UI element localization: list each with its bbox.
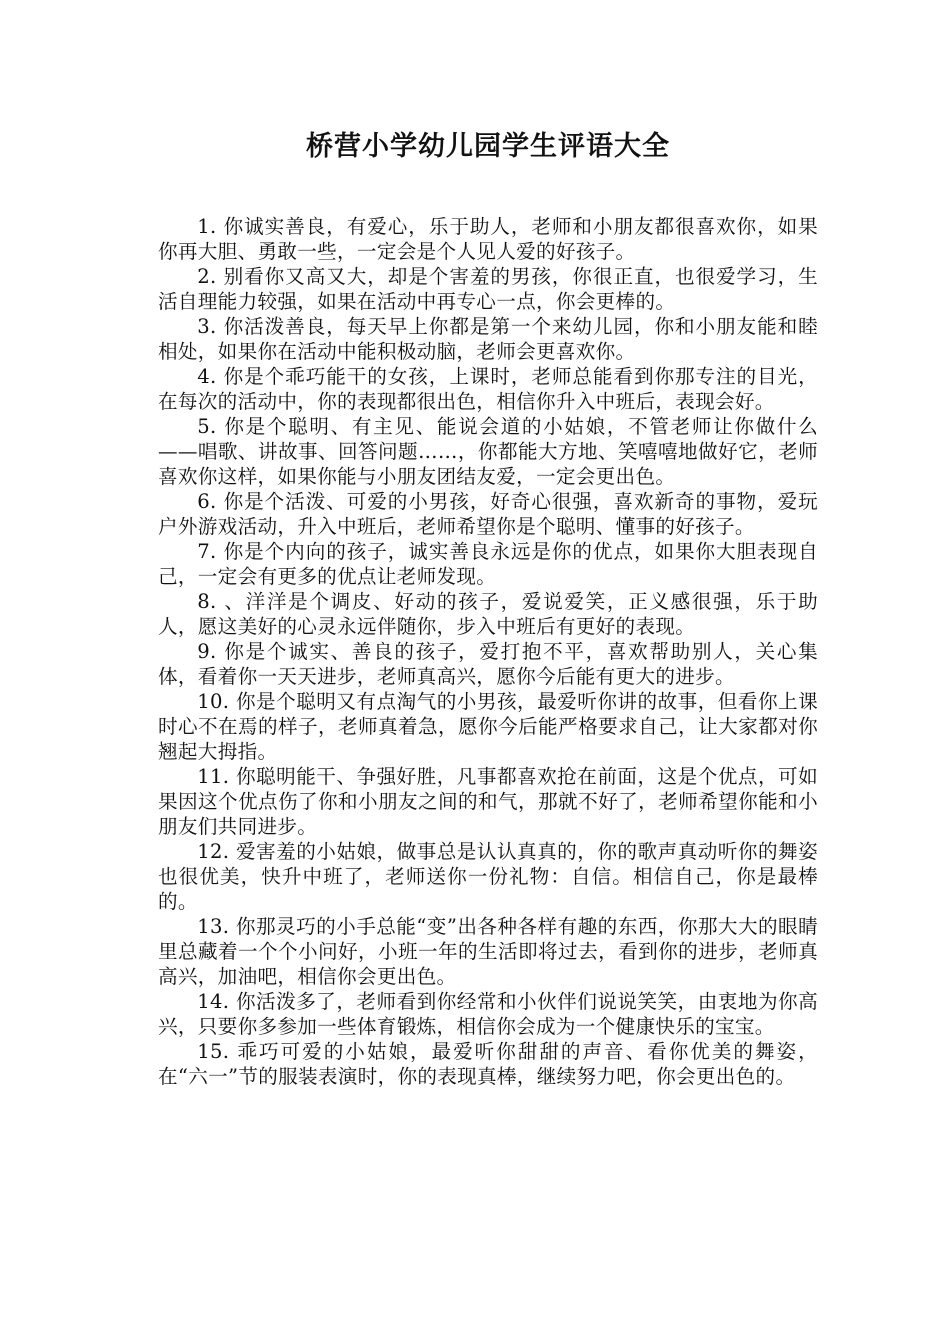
comment-paragraph-13: 13. 你那灵巧的小手总能“变”出各种各样有趣的东西，你那大大的眼睛里总藏着一个个小问好，小班一年的生活即将过去，看到你的进步，老师真高兴，加油吧，相信你会更出色。 <box>158 915 818 988</box>
comment-paragraph-11: 11. 你聪明能干、争强好胜，凡事都喜欢抢在前面，这是个优点，可如果因这个优点伤了你和小朋友之间的和气，那就不好了，老师希望你能和小朋友们共同进步。 <box>158 765 818 838</box>
comment-paragraph-5: 5. 你是个聪明、有主见、能说会道的小姑娘，不管老师让你做什么——唱歌、讲故事、回答问题……，你都能大方地、笑嘻嘻地做好它，老师喜欢你这样，如果你能与小朋友团结友爱，一定会更出色。 <box>158 415 818 488</box>
comment-paragraph-3: 3. 你活泼善良，每天早上你都是第一个来幼儿园，你和小朋友能和睦相处，如果你在活动中能积极动脑，老师会更喜欢你。 <box>158 315 818 363</box>
comment-paragraph-12: 12. 爱害羞的小姑娘，做事总是认认真真的，你的歌声真动听你的舞姿也很优美，快升中班了，老师送你一份礼物：自信。相信自己，你是最棒的。 <box>158 840 818 913</box>
comment-paragraph-6: 6. 你是个活泼、可爱的小男孩，好奇心很强，喜欢新奇的事物，爱玩户外游戏活动，升入中班后，老师希望你是个聪明、懂事的好孩子。 <box>158 490 818 538</box>
document-page <box>158 128 818 1089</box>
document-title: 桥营小学幼儿园学生评语大全 <box>306 131 670 162</box>
comment-paragraph-4: 4. 你是个乖巧能干的女孩，上课时，老师总能看到你那专注的目光，在每次的活动中，你的表现都很出色，相信你升入中班后，表现会好。 <box>158 365 818 413</box>
comment-paragraph-14: 14. 你活泼多了，老师看到你经常和小伙伴们说说笑笑，由衷地为你高兴，只要你多参加一些体育锻炼，相信你会成为一个健康快乐的宝宝。 <box>158 990 818 1038</box>
comment-paragraph-1: 1. 你诚实善良，有爱心，乐于助人，老师和小朋友都很喜欢你，如果你再大胆、勇敢一些，一定会是个人见人爱的好孩子。 <box>158 215 818 263</box>
comment-paragraph-8: 8. 、洋洋是个调皮、好动的孩子，爱说爱笑，正义感很强，乐于助人，愿这美好的心灵永远伴随你，步入中班后有更好的表现。 <box>158 590 818 638</box>
comment-paragraph-2: 2. 别看你又高又大，却是个害羞的男孩，你很正直，也很爱学习，生活自理能力较强，如果在活动中再专心一点，你会更棒的。 <box>158 265 818 313</box>
comment-paragraph-15: 15. 乖巧可爱的小姑娘，最爱听你甜甜的声音、看你优美的舞姿，在“六一”节的服装表演时，你的表现真棒，继续努力吧，你会更出色的。 <box>158 1040 818 1088</box>
comment-paragraph-10: 10. 你是个聪明又有点淘气的小男孩，最爱听你讲的故事，但看你上课时心不在焉的样子，老师真着急，愿你今后能严格要求自己，让大家都对你翘起大拇指。 <box>158 690 818 763</box>
comment-paragraph-9: 9. 你是个诚实、善良的孩子，爱打抱不平，喜欢帮助别人，关心集体，看着你一天天进步，老师真高兴，愿你今后能有更大的进步。 <box>158 640 818 688</box>
comment-paragraph-7: 7. 你是个内向的孩子，诚实善良永远是你的优点，如果你大胆表现自己，一定会有更多的优点让老师发现。 <box>158 540 818 588</box>
